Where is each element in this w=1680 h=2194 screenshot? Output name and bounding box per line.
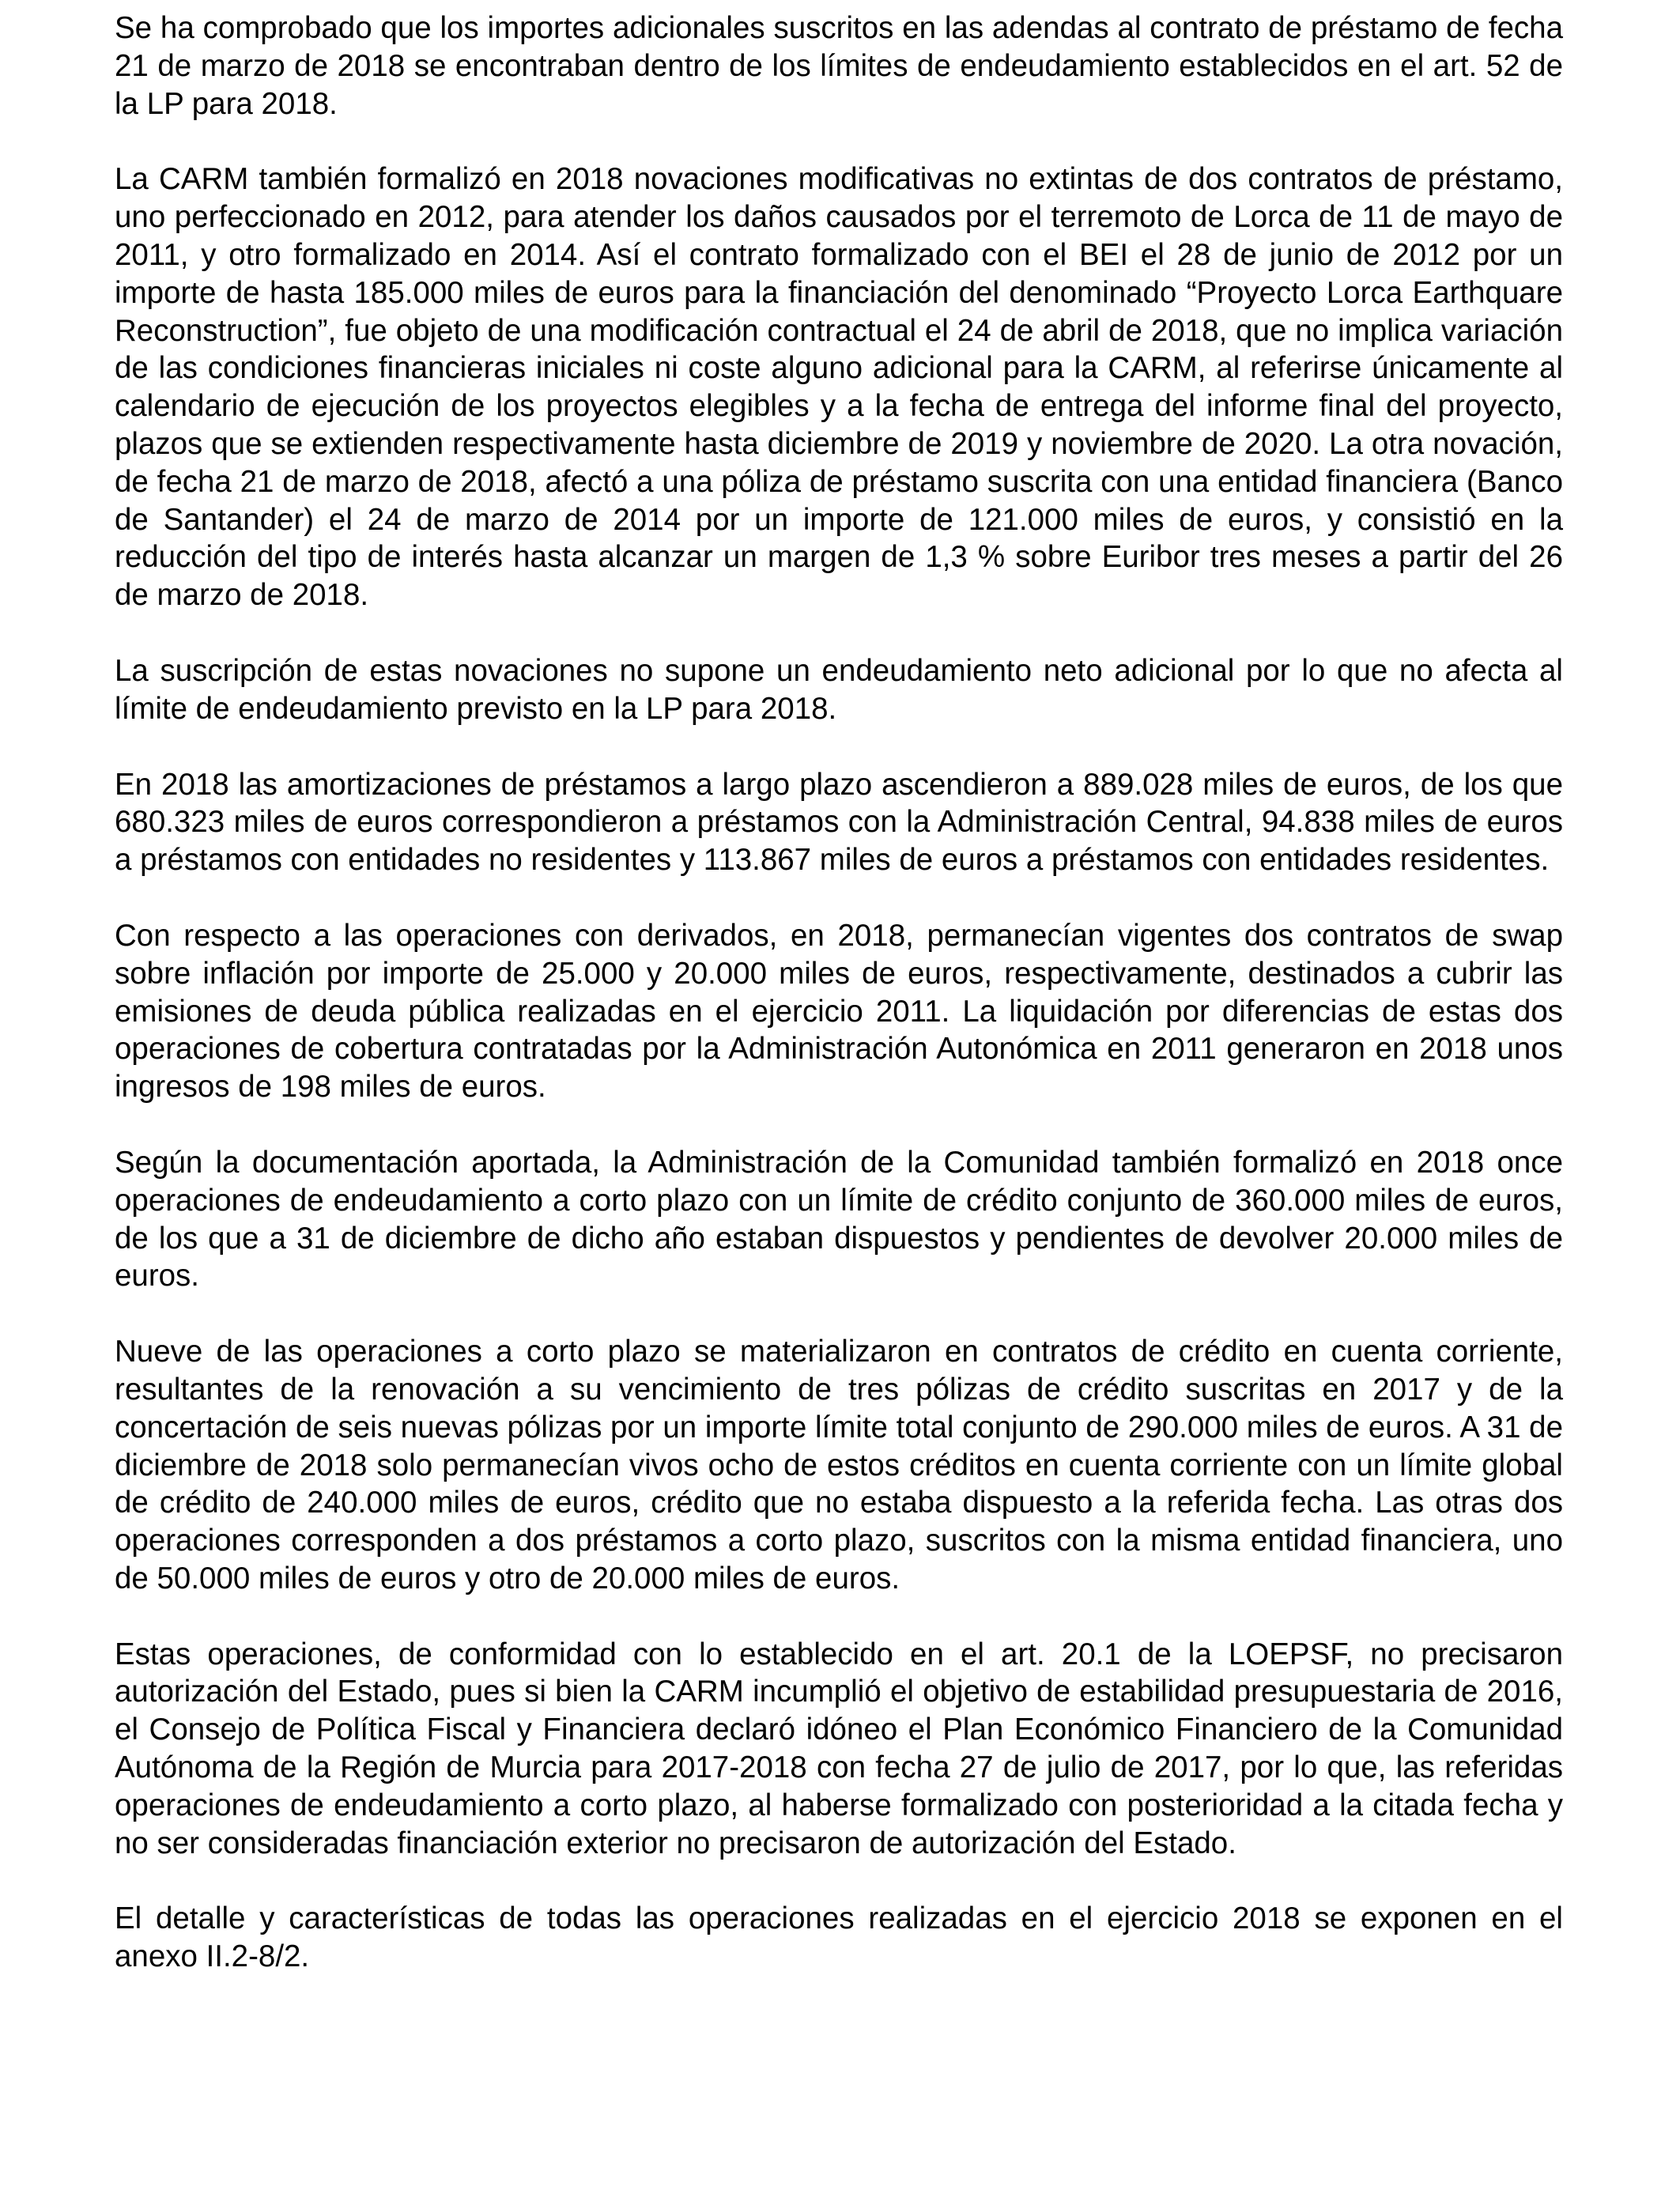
- paragraph-anexo: El detalle y características de todas las operaciones realizadas en el ejercicio 2018 se exponen en el anexo II.2-8/2.: [115, 1901, 1563, 1974]
- paragraph-autorizacion-estado: Estas operaciones, de conformidad con lo establecido en el art. 20.1 de la LOEPSF, no precisaron autorización del Estado, pues si bien la CARM incumplió el objetivo de estabilidad presupuestaria de 2016, el Consejo de Política Fiscal y Financiera declaró idóneo el Plan Económico Financiero de la Comunidad Autónoma de la Región de Murcia para 2017-2018 con fecha 27 de julio de 2017, por lo que, las referidas operaciones de endeudamiento a corto plazo, al haberse formalizado con posterioridad a la citada fecha y no ser consideradas financiación exterior no precisaron de autorización del Estado.: [115, 1637, 1563, 1860]
- paragraph-adendas-limites: Se ha comprobado que los importes adicionales suscritos en las adendas al contrato de préstamo de fecha 21 de marzo de 2018 se encontraban dentro de los límites de endeudamiento establecidos en el art. 52 de la LP para 2018.: [115, 11, 1563, 121]
- paragraph-novaciones-modificativas: La CARM también formalizó en 2018 novaciones modificativas no extintas de dos contratos de préstamo, uno perfeccionado en 2012, para atender los daños causados por el terremoto de Lorca de 11 de mayo de 2011, y otro formalizado en 2014. Así el contrato formalizado con el BEI el 28 de junio de 2012 por un importe de hasta 185.000 miles de euros para la financiación del denominado “Proyecto Lorca Earthquare Reconstruction”, fue objeto de una modificación contractual el 24 de abril de 2018, que no implica variación de las condiciones financieras iniciales ni coste alguno adicional para la CARM, al referirse únicamente al calendario de ejecución de los proyectos elegibles y a la fecha de entrega del informe final del proyecto, plazos que se extienden respectivamente hasta diciembre de 2019 y noviembre de 2020. La otra novación, de fecha 21 de marzo de 2018, afectó a una póliza de préstamo suscrita con una entidad financiera (Banco de Santander) el 24 de marzo de 2014 por un importe de 121.000 miles de euros, y consistió en la reducción del tipo de interés hasta alcanzar un margen de 1,3 % sobre Euribor tres meses a partir del 26 de marzo de 2018.: [115, 162, 1563, 613]
- paragraph-creditos-cuenta-corriente: Nueve de las operaciones a corto plazo se materializaron en contratos de crédito en cuenta corriente, resultantes de la renovación a su vencimiento de tres pólizas de crédito suscritas en 2017 y de la concertación de seis nuevas pólizas por un importe límite total conjunto de 290.000 miles de euros. A 31 de diciembre de 2018 solo permanecían vivos ocho de estos créditos en cuenta corriente con un límite global de crédito de 240.000 miles de euros, crédito que no estaba dispuesto a la referida fecha. Las otras dos operaciones corresponden a dos préstamos a corto plazo, suscritos con la misma entidad financiera, uno de 50.000 miles de euros y otro de 20.000 miles de euros.: [115, 1335, 1564, 1595]
- document-body: [115, 9, 1563, 1976]
- paragraph-amortizaciones: En 2018 las amortizaciones de préstamos a largo plazo ascendieron a 889.028 miles de euros, de los que 680.323 miles de euros correspondieron a préstamos con la Administración Central, 94.838 miles de euros a préstamos con entidades no residentes y 113.867 miles de euros a préstamos con entidades residentes.: [115, 767, 1563, 878]
- paragraph-corto-plazo: Según la documentación aportada, la Administración de la Comunidad también formalizó en 2018 once operaciones de endeudamiento a corto plazo con un límite de crédito conjunto de 360.000 miles de euros, de los que a 31 de diciembre de dicho año estaban dispuestos y pendientes de devolver 20.000 miles de euros.: [115, 1145, 1563, 1293]
- paragraph-derivados: Con respecto a las operaciones con derivados, en 2018, permanecían vigentes dos contratos de swap sobre inflación por importe de 25.000 y 20.000 miles de euros, respectivamente, destinados a cubrir las emisiones de deuda pública realizadas en el ejercicio 2011. La liquidación por diferencias de estas dos operaciones de cobertura contratadas por la Administración Autonómica en 2011 generaron en 2018 unos ingresos de 198 miles de euros.: [115, 918, 1563, 1105]
- paragraph-endeudamiento-neto: La suscripción de estas novaciones no supone un endeudamiento neto adicional por lo que no afecta al límite de endeudamiento previsto en la LP para 2018.: [115, 653, 1563, 726]
